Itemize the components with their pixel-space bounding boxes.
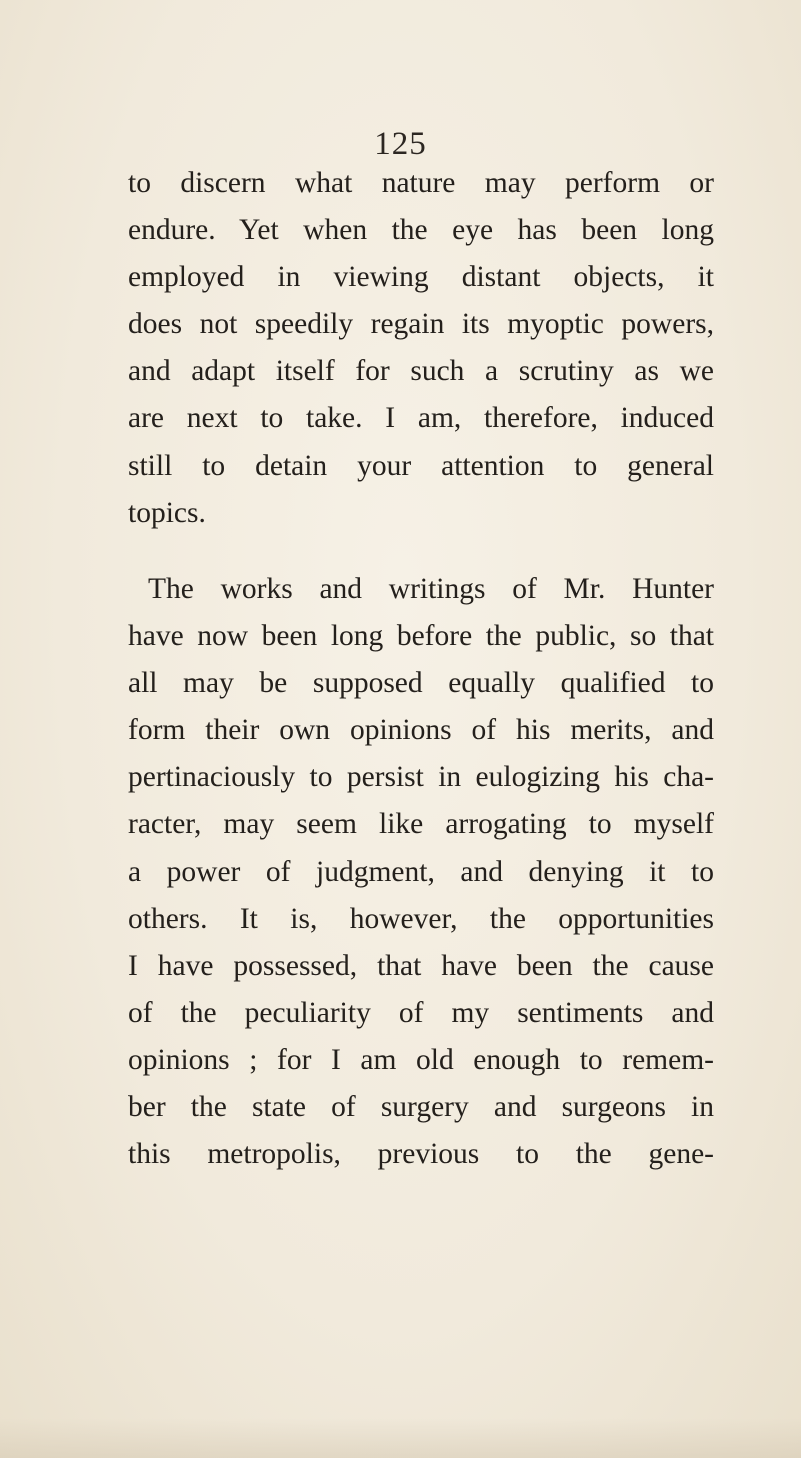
text-line: of the peculiarity of my sentiments and bbox=[128, 996, 714, 1029]
paragraph-2 bbox=[128, 566, 714, 1178]
page-edge-shadow bbox=[0, 1418, 801, 1458]
text-line: a power of judgment, and denying it to bbox=[128, 855, 714, 888]
text-line: topics. bbox=[128, 496, 206, 529]
text-line: are next to take. I am, therefore, induced bbox=[128, 402, 714, 435]
text-line: racter, may seem like arrogating to myself bbox=[128, 808, 714, 841]
text-line: still to detain your attention to general bbox=[128, 449, 714, 482]
text-line: I have possessed, that have been the cause bbox=[128, 949, 714, 982]
text-line: does not speedily regain its myoptic powers, bbox=[128, 308, 714, 341]
page-number: 125 bbox=[374, 126, 427, 162]
text-line: The works and writings of Mr. Hunter bbox=[148, 573, 714, 605]
paragraph-1 bbox=[128, 160, 714, 537]
text-line: have now been long before the public, so that bbox=[128, 620, 714, 653]
text-line: form their own opinions of his merits, and bbox=[128, 714, 714, 747]
text-line: this metropolis, previous to the gene- bbox=[128, 1138, 714, 1171]
text-line: pertinaciously to persist in eulogizing his cha- bbox=[128, 761, 714, 794]
text-line: others. It is, however, the opportunities bbox=[128, 902, 714, 935]
text-line: to discern what nature may perform or bbox=[128, 167, 714, 199]
text-line: opinions ; for I am old enough to remem- bbox=[128, 1043, 714, 1076]
text-line: all may be supposed equally qualified to bbox=[128, 667, 714, 700]
text-line: and adapt itself for such a scrutiny as we bbox=[128, 355, 714, 388]
text-line: endure. Yet when the eye has been long bbox=[128, 214, 714, 247]
text-line: employed in viewing distant objects, it bbox=[128, 261, 714, 294]
text-line: ber the state of surgery and surgeons in bbox=[128, 1091, 714, 1124]
